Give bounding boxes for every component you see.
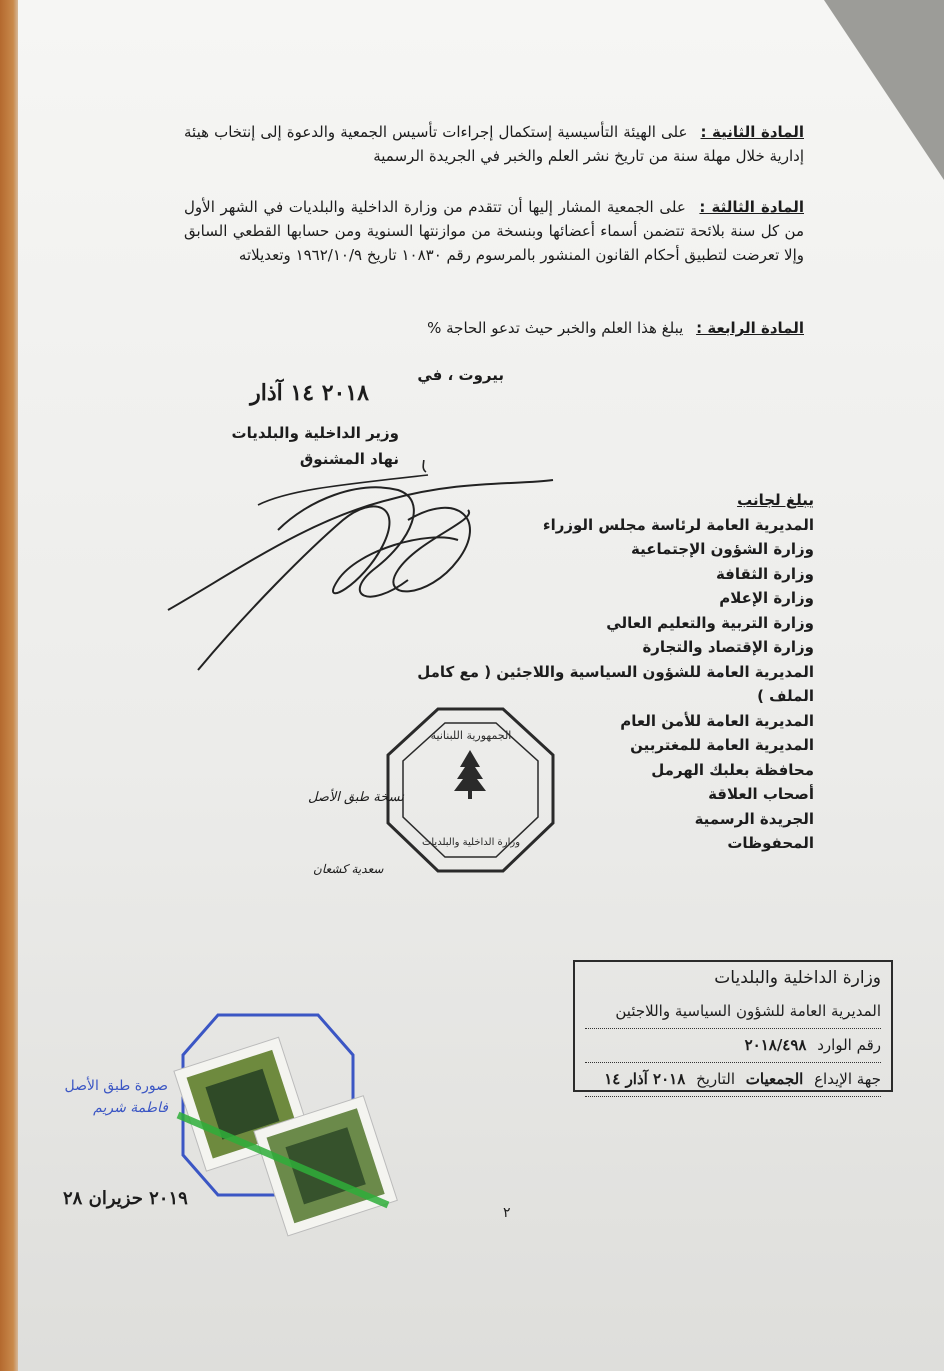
registry-number-row [585,1029,881,1063]
page-fold [824,0,944,180]
page-number: ٢ [503,1205,511,1221]
article-3 [184,195,804,267]
place-date: بيروت ، في [417,366,504,384]
seal-ministry-text: وزارة الداخلية والبلديات [421,837,521,848]
distribution-item: أصحاب العلاقة [708,785,814,803]
distribution-item: المديرية العامة لرئاسة مجلس الوزراء [542,515,814,534]
true-copy-note: نسخة طبق الأصل [308,790,404,805]
distribution-item: وزارة الثقافة [715,564,814,583]
fiscal-stamps [158,1005,398,1240]
distribution-item: الجريدة الرسمية [694,809,814,828]
document-page [18,0,944,1371]
article-2-heading: المادة الثانية : [700,123,804,141]
distribution-item: وزارة الشؤون الإجتماعية [630,540,814,558]
article-3-text: على الجمعية المشار إليها أن تتقدم من وزارة الداخلية والبلديات في الشهر الأول من كل سنة بلائحة تتضمن أسماء أعضائها وبنسخة من موازنتها السنوية ومن حسابها القطعي السابق وإلا تعرضت لتطبيق أحكام القانون المنشور بالمرسوم رقم ١٠٨٣٠ تاريخ ١٩٦٢/١٠/٩ وتعديلاته [184,198,804,264]
signer-note: سعدية كشعان [313,862,384,876]
blue-note-line1: صورة طبق الأصل [64,1078,168,1094]
registry-directorate: المديرية العامة للشؤون السياسية واللاجئين [585,995,881,1029]
distribution-item: وزارة الإقتصاد والتجارة [642,638,814,656]
bottom-date: ٢٠١٩ حزيران ٢٨ [63,1188,188,1209]
article-2 [184,120,804,168]
registry-stamp [573,960,893,1092]
blue-true-copy-note [48,1075,168,1119]
distribution-item: المديرية العامة للشؤون السياسية واللاجئين ( مع كامل الملف ) [417,662,814,705]
registry-number-label: رقم الوارد [817,1036,881,1054]
distribution-item: وزارة التربية والتعليم العالي [606,613,814,632]
seal-ring-text: الجمهورية اللبنانية [430,729,512,742]
distribution-item: محافظة بعلبك الهرمل [651,760,814,779]
registry-date-value: ٢٠١٨ آذار ١٤ [604,1070,686,1088]
article-4-heading: المادة الرابعة : [696,319,804,337]
registry-number-value: ٢٠١٨/٤٩٨ [744,1036,807,1054]
article-4 [184,316,804,340]
distribution-item: المحفوظات [727,834,814,852]
registry-deposit-label: جهة الإيداع [814,1070,881,1088]
article-4-text: يبلغ هذا العلم والخبر حيث تدعو الحاجة % [427,319,684,337]
article-2-text: على الهيئة التأسيسية إستكمال إجراءات تأسيس الجمعية والدعوة إلى إنتخاب هيئة إدارية خلال مهلة سنة من تاريخ نشر العلم والخبر في الجريدة الرسمية [184,123,804,165]
registry-deposit-row [585,1063,881,1097]
distribution-item: المديرية العامة للأمن العام [620,711,814,730]
distribution-item: وزارة الإعلام [719,589,814,607]
blue-note-line2: فاطمة شريم [93,1100,168,1116]
ministry-seal [383,705,558,875]
handwritten-date: ٢٠١٨ ١٤ آذار [250,380,369,406]
article-3-heading: المادة الثالثة : [699,198,804,216]
minister-title: وزير الداخلية والبلديات [231,424,399,442]
distribution-heading: يبلغ لجانب [737,491,814,509]
minister-name: نهاد المشنوق [299,450,399,468]
registry-title: وزارة الداخلية والبلديات [714,968,881,988]
cedar-icon [454,750,486,791]
distribution-item: المديرية العامة للمغتربين [630,736,814,754]
registry-date-label: التاريخ [696,1070,735,1088]
registry-deposit-value: الجمعيات [745,1070,804,1088]
